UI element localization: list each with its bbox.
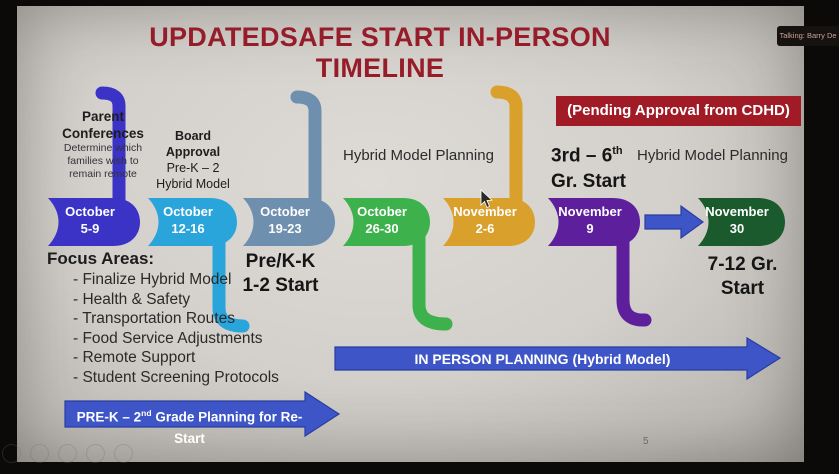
- annotation-tool-button[interactable]: [58, 444, 77, 463]
- annotation-tool-button[interactable]: [86, 444, 105, 463]
- board-approval-line2: Approval: [165, 145, 221, 159]
- prek-grade2-arrow-label: [72, 403, 307, 449]
- banner-dates: 5-9: [80, 221, 100, 236]
- grade7-12-line2: Start: [720, 278, 765, 299]
- hybrid-model-planning-left: Hybrid Model Planning: [343, 147, 494, 164]
- banner-label-nov30: [700, 203, 774, 237]
- prek-k-line2: 1-2 Start: [242, 275, 319, 296]
- grade3-6-start-label: [551, 138, 626, 195]
- prek-arrow-text: PRE-K – 2: [76, 409, 142, 425]
- parent-conferences-line1: Parent: [81, 109, 125, 124]
- banner-month: October: [163, 204, 213, 219]
- banner-label-nov9: [550, 203, 630, 237]
- board-approval-line1: Board: [174, 129, 212, 143]
- banner-month: November: [558, 204, 622, 219]
- banner-label-oct19-23: [245, 203, 325, 237]
- arrow-nov9-to-nov30: [645, 206, 703, 238]
- focus-area-item: - Remote Support: [73, 349, 196, 366]
- parent-conferences-sub2: families wish to: [67, 155, 139, 167]
- connector-pipe-nov2-6: [497, 92, 516, 210]
- annotation-tool-button[interactable]: [2, 444, 21, 463]
- board-approval-note: [147, 128, 239, 192]
- slide-page-number: 5: [643, 436, 649, 447]
- banner-dates: 2-6: [475, 221, 495, 236]
- pending-approval-banner: (Pending Approval from CDHD): [556, 96, 801, 126]
- slide-title: UPDATEDSAFE START IN-PERSON TIMELINE: [149, 22, 611, 83]
- annotation-tool-button[interactable]: [114, 444, 133, 463]
- focus-area-item: - Student Screening Protocols: [73, 368, 279, 386]
- connector-pipe-oct26-30: [419, 235, 446, 324]
- focus-area-item: - Finalize Hybrid Model: [73, 271, 232, 288]
- parent-conferences-line2: Conferences: [62, 126, 144, 141]
- prek-k-line1: Pre/K-K: [245, 251, 316, 272]
- banner-month: October: [65, 204, 115, 219]
- banner-dates: 30: [729, 221, 745, 236]
- banner-dates: 26-30: [365, 221, 399, 236]
- focus-area-item: - Food Service Adjustments: [73, 329, 263, 347]
- grade3-6-line2: Gr. Start: [551, 171, 626, 193]
- talking-indicator-badge: Talking: Barry De: [777, 26, 839, 46]
- banner-label-oct5-9: [50, 203, 130, 237]
- parent-conferences-sub1: Determine which: [63, 142, 143, 154]
- connector-pipe-oct19-23: [297, 97, 315, 210]
- focus-area-item: - Health & Safety: [73, 290, 191, 308]
- banner-dates: 9: [586, 221, 594, 236]
- annotation-tool-button[interactable]: [30, 444, 49, 463]
- parent-conferences-sub3: remain remote: [69, 168, 137, 180]
- grade7-12-line1: 7-12 Gr.: [707, 254, 778, 275]
- grade3-6-superscript: th: [612, 145, 623, 157]
- focus-areas-heading: Focus Areas:: [47, 249, 155, 268]
- banner-month: October: [260, 204, 310, 219]
- in-person-planning-arrow-label: IN PERSON PLANNING (Hybrid Model): [414, 351, 671, 367]
- annotation-toolbar: [2, 444, 133, 463]
- board-approval-sub1: Pre-K – 2: [166, 161, 220, 175]
- banner-label-nov2-6: [445, 203, 525, 237]
- banner-month: November: [705, 204, 769, 219]
- prek-arrow-text2: Grade Planning for Re-Start: [151, 409, 303, 446]
- connector-pipe-nov9: [623, 235, 645, 320]
- grade7-12-start-label: [695, 253, 790, 301]
- banner-month: November: [453, 204, 517, 219]
- focus-areas-list: [73, 270, 279, 387]
- prek-arrow-superscript: nd: [141, 408, 152, 418]
- board-approval-sub2: Hybrid Model: [156, 177, 230, 191]
- focus-area-item: - Transportation Routes: [73, 310, 235, 327]
- banner-dates: 12-16: [171, 221, 205, 236]
- grade3-6-line1: 3rd – 6th: [551, 145, 623, 167]
- hybrid-model-planning-right: Hybrid Model Planning: [637, 147, 788, 164]
- banner-label-oct26-30: [345, 203, 419, 237]
- banner-month: October: [357, 204, 407, 219]
- banner-label-oct12-16: [150, 203, 226, 237]
- banner-dates: 19-23: [268, 221, 302, 236]
